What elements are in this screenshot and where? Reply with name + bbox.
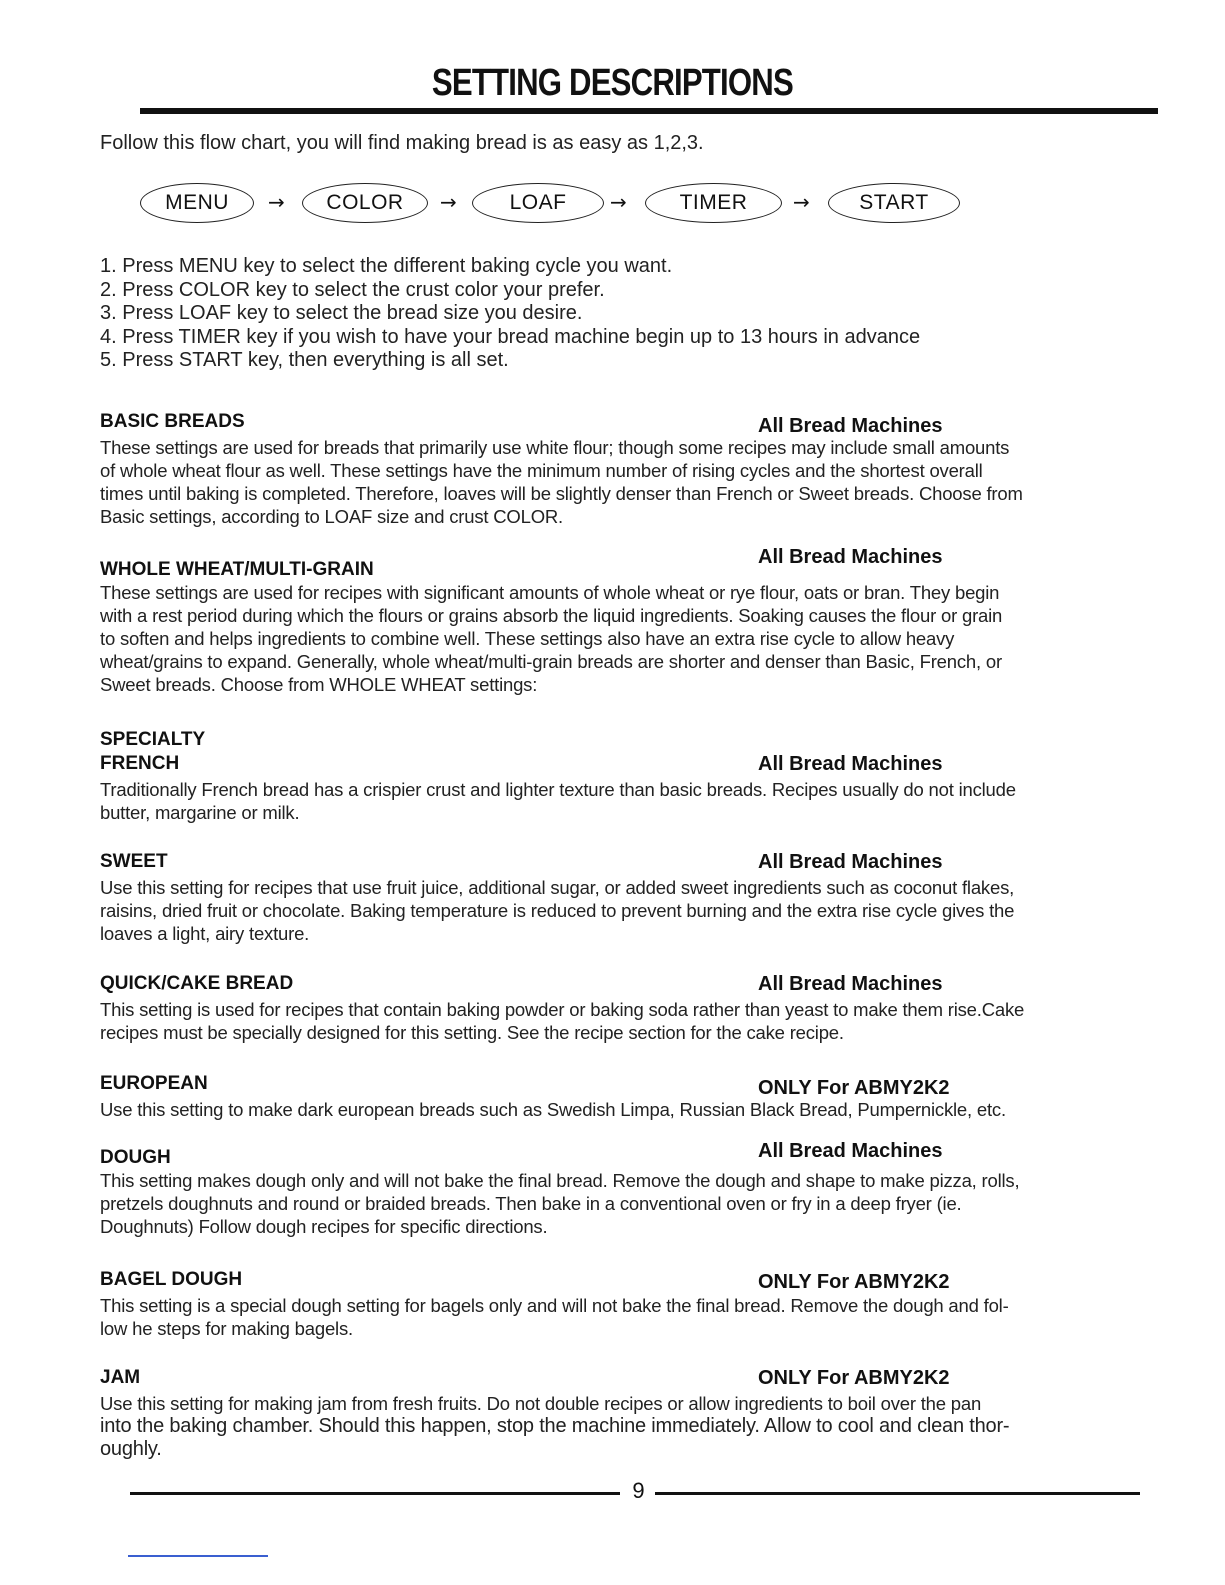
title-rule: [140, 108, 1158, 114]
intro-text: Follow this flow chart, you will find making bread is as easy as 1,2,3.: [100, 132, 704, 154]
step-item: 4. Press TIMER key if you wish to have your bread machine begin up to 13 hours in advance: [100, 325, 921, 348]
body-line: oughly.: [100, 1438, 162, 1460]
body-line: Use this setting to make dark european breads such as Swedish Limpa, Russian Black Bread, Pumpernickle, etc.: [100, 1099, 1006, 1120]
section-bagel-dough: [100, 1268, 1100, 1340]
body-line: to soften and helps ingredients to combine well. These settings also have an extra rise cycle to allow heavy: [100, 628, 955, 649]
scan-artifact-line: [128, 1555, 268, 1557]
body-line: raisins, dried fruit or chocolate. Baking temperature is reduced to prevent burning and the extra rise cycle gives the: [100, 900, 1015, 921]
body-line: This setting makes dough only and will not bake the final bread. Remove the dough and shape to make pizza, rolls,: [100, 1170, 1020, 1191]
body-line: recipes must be specially designed for this setting. See the recipe section for the cake recipe.: [100, 1022, 844, 1043]
footer-rule-left: [130, 1492, 620, 1495]
step-item: 5. Press START key, then everything is all set.: [100, 349, 509, 371]
section-title: BAGEL DOUGH: [100, 1269, 243, 1290]
body-line: This setting is used for recipes that contain baking powder or baking soda rather than yeast to make them rise.Cake: [100, 999, 1025, 1020]
section-french: [100, 728, 1100, 824]
body-line: times until baking is completed. Therefore, loaves will be slightly denser than French or Sweet breads. Choose from: [100, 483, 1023, 504]
body-line: Use this setting for recipes that use fruit juice, additional sugar, or added sweet ingredients such as coconut flakes,: [100, 877, 1015, 898]
body-line: with a rest period during which the flours or grains absorb the liquid ingredients. Soaking causes the flour or grain: [100, 605, 1003, 626]
flow-arrow-icon: →: [793, 190, 810, 214]
flow-menu-button: MENU: [140, 183, 254, 223]
section-applies: ONLY For ABMY2K2: [758, 1077, 950, 1099]
body-line: Use this setting for making jam from fresh fruits. Do not double recipes or allow ingredients to boil over the pan: [100, 1393, 982, 1414]
section-applies: ONLY For ABMY2K2: [758, 1271, 950, 1293]
section-applies: ONLY For ABMY2K2: [758, 1367, 950, 1389]
flow-color-button: COLOR: [302, 183, 428, 223]
step-item: 1. Press MENU key to select the different baking cycle you want.: [100, 255, 673, 277]
section-title: QUICK/CAKE BREAD: [100, 973, 294, 994]
body-line: low he steps for making bagels.: [100, 1318, 353, 1339]
section-title: BASIC BREADS: [100, 411, 245, 432]
section-applies: All Bread Machines: [758, 415, 943, 437]
page-title: SETTING DESCRIPTIONS: [431, 62, 793, 104]
section-quick-cake: [100, 972, 1100, 1044]
section-basic-breads: [100, 410, 1100, 528]
flow-timer-button: TIMER: [645, 183, 782, 223]
section-applies: All Bread Machines: [758, 546, 943, 568]
body-line: This setting is a special dough setting for bagels only and will not bake the final bread. Remove the dough and fol-: [100, 1295, 1009, 1316]
body-line: Basic settings, according to LOAF size and crust COLOR.: [100, 506, 563, 527]
footer-rule-right: [655, 1492, 1140, 1495]
flow-arrow-icon: →: [268, 190, 285, 214]
section-sweet: [100, 850, 1100, 945]
body-line: These settings are used for recipes with significant amounts of whole wheat or rye flour, oats or bran. They begin: [100, 582, 1000, 603]
body-line: pretzels doughnuts and round or braided breads. Then bake in a conventional oven or fry in a deep fryer (ie.: [100, 1193, 962, 1214]
body-line: butter, margarine or milk.: [100, 802, 300, 823]
section-dough: [100, 1140, 1100, 1238]
steps-list: [100, 255, 1100, 373]
section-title: DOUGH: [100, 1147, 171, 1168]
body-line: of whole wheat flour as well. These settings have the minimum number of rising cycles and the shortest overall: [100, 460, 983, 481]
step-item: 3. Press LOAF key to select the bread size you desire.: [100, 302, 583, 324]
section-applies: All Bread Machines: [758, 753, 943, 775]
body-line: wheat/grains to expand. Generally, whole wheat/multi-grain breads are shorter and denser than Basic, French, or: [100, 651, 1002, 672]
section-title: WHOLE WHEAT/MULTI-GRAIN: [100, 559, 374, 580]
section-jam: [100, 1366, 1100, 1461]
page-footer: [130, 1478, 1140, 1508]
section-whole-wheat: [100, 546, 1100, 696]
group-title: SPECIALTY: [100, 729, 206, 750]
step-item: 2. Press COLOR key to select the crust color your prefer.: [100, 278, 605, 301]
body-line: These settings are used for breads that primarily use white flour; though some recipes may include small amounts: [100, 437, 1010, 458]
section-applies: All Bread Machines: [758, 973, 943, 995]
body-line: into the baking chamber. Should this happen, stop the machine immediately. Allow to cool and clean thor-: [100, 1415, 1010, 1437]
body-line: Traditionally French bread has a crispier crust and lighter texture than basic breads. Recipes usually do not include: [100, 779, 1016, 800]
section-title: JAM: [100, 1367, 141, 1388]
section-applies: All Bread Machines: [758, 1140, 943, 1162]
section-title: SWEET: [100, 851, 168, 872]
body-line: loaves a light, airy texture.: [100, 923, 310, 944]
flow-arrow-icon: →: [440, 190, 457, 214]
body-line: Sweet breads. Choose from WHOLE WHEAT settings:: [100, 674, 538, 695]
flow-start-button: START: [828, 183, 960, 223]
section-applies: All Bread Machines: [758, 851, 943, 873]
page-number: 9: [632, 1478, 645, 1503]
section-title: FRENCH: [100, 753, 180, 774]
section-european: [100, 1072, 1100, 1121]
flow-chart: [140, 183, 1020, 225]
section-title: EUROPEAN: [100, 1073, 208, 1094]
body-line: Doughnuts) Follow dough recipes for specific directions.: [100, 1216, 548, 1237]
flow-loaf-button: LOAF: [472, 183, 604, 223]
flow-arrow-icon: →: [610, 190, 627, 214]
